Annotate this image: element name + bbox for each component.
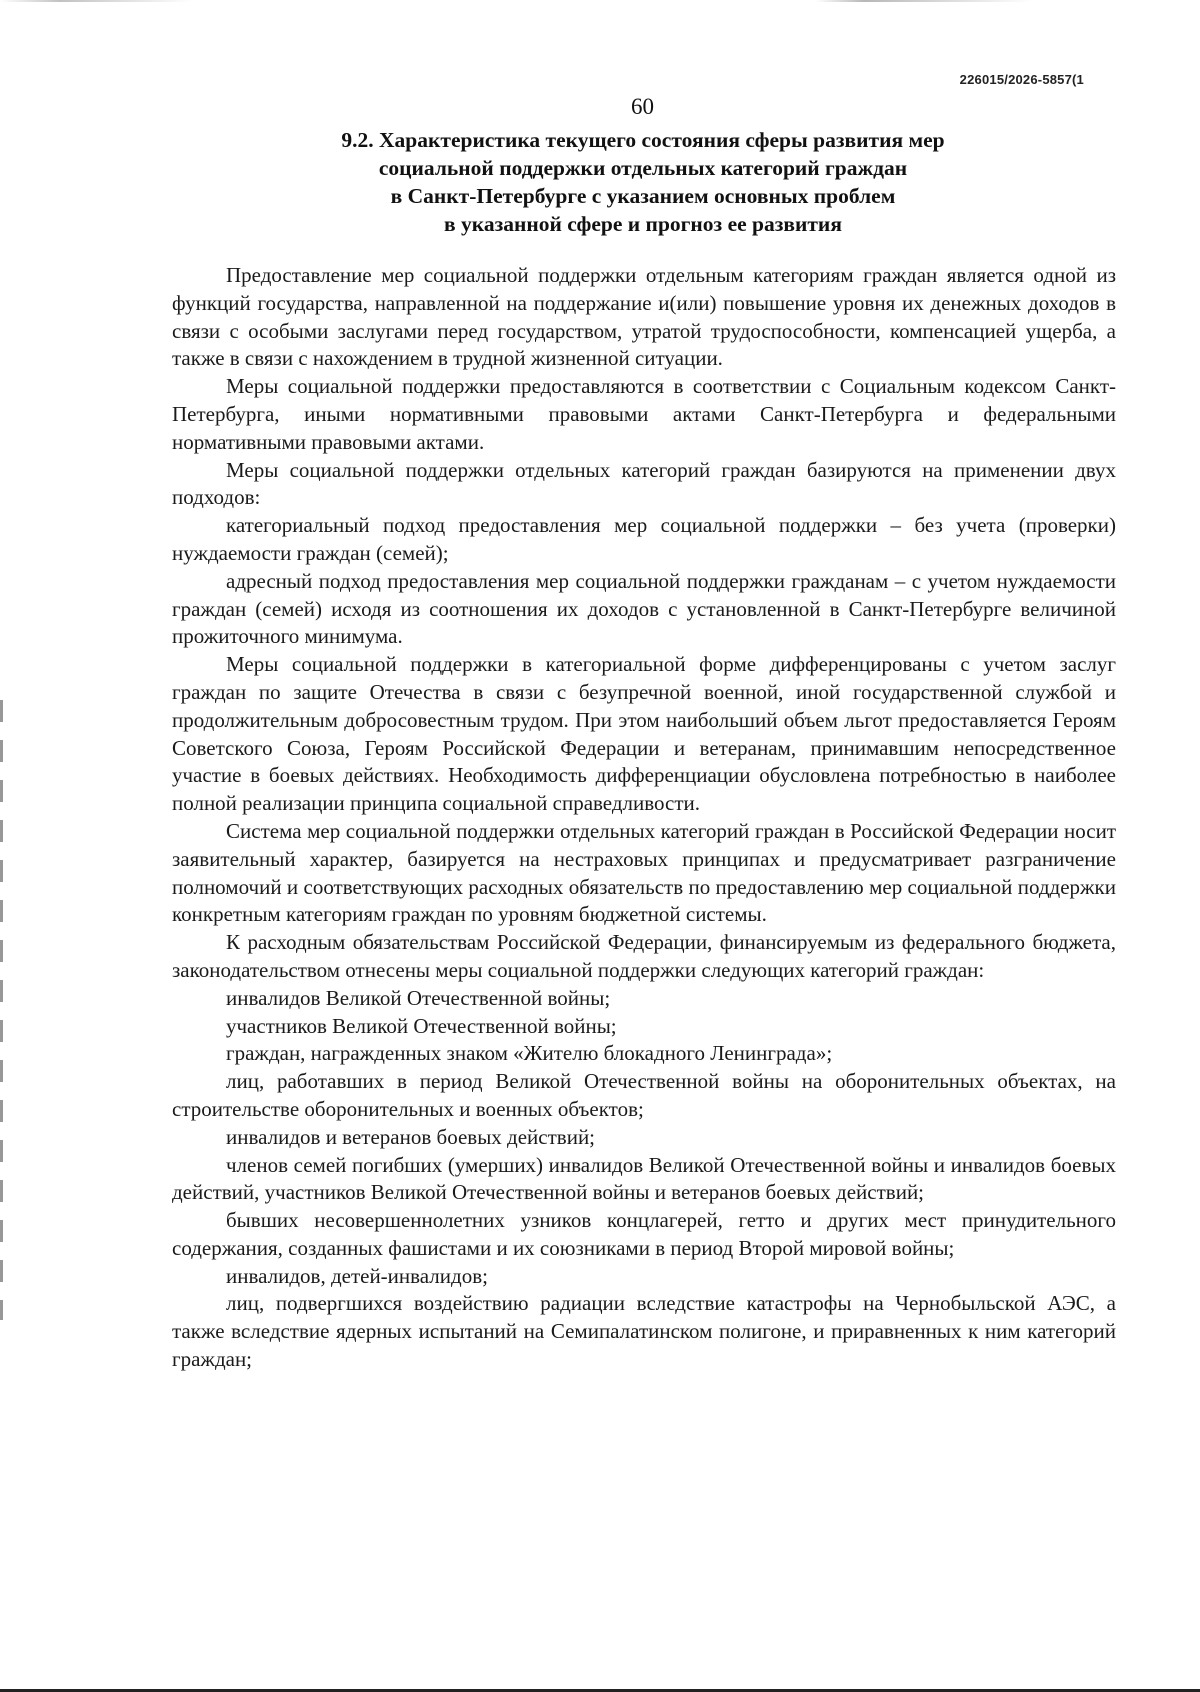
list-item: бывших несовершеннолетних узников концлагерей, гетто и других мест принудительного содержания, созданных фашистами и их союзниками в период Второй мировой войны;	[172, 1208, 1116, 1260]
list-item: членов семей погибших (умерших) инвалидов Великой Отечественной войны и инвалидов боевых действий, участников Великой Отечественной войны и ветеранов боевых действий;	[172, 1152, 1116, 1205]
list-item: адресный подход предоставления мер социальной поддержки гражданам – с учетом нуждаемости граждан (семей) исходя из соотношения их доходов с установленной в Санкт-Петербурге величиной прожиточного минимума.	[172, 568, 1116, 649]
paragraph: Система мер социальной поддержки отдельных категорий граждан в Российской Федерации носит заявительный характер, базируется на нестраховых принципах и предусматривает разграничение полномочий и соответствующих расходных обязательств по предоставлению мер социальной поддержки конкретным категориям граждан по уровням бюджетной системы.	[172, 818, 1116, 927]
list-item: лиц, подвергшихся воздействию радиации вследствие катастрофы на Чернобыльской АЭС, а также вследствие ядерных испытаний на Семипалатинском полигоне, и приравненных к ним категорий граждан;	[172, 1291, 1116, 1372]
scan-edge-marks	[0, 700, 3, 1320]
heading-line: в Санкт-Петербурге с указанием основных проблем	[390, 184, 896, 208]
list-item: инвалидов и ветеранов боевых действий;	[226, 1124, 596, 1149]
section-heading	[172, 126, 1114, 238]
list-item: участников Великой Отечественной войны;	[226, 1013, 617, 1038]
list-item: лиц, работавших в период Великой Отечественной войны на оборонительных объектах, на строительстве оборонительных и военных объектов;	[172, 1069, 1116, 1121]
heading-line: в указанной сфере и прогноз ее развития	[444, 212, 842, 236]
list-item: инвалидов, детей-инвалидов;	[226, 1263, 488, 1288]
document-id: 226015/2026-5857(1	[959, 72, 1084, 87]
scan-top-edge	[0, 0, 1200, 2]
heading-line: социальной поддержки отдельных категорий граждан	[378, 156, 908, 180]
heading-line: 9.2. Характеристика текущего состояния сферы развития мер	[341, 128, 945, 152]
list-item: категориальный подход предоставления мер социальной поддержки – без учета (проверки) нуждаемости граждан (семей);	[172, 513, 1116, 565]
page-number: 60	[631, 94, 654, 119]
paragraph: Меры социальной поддержки отдельных категорий граждан базируются на применении двух подходов:	[172, 457, 1116, 510]
list-item: граждан, награжденных знаком «Жителю блокадного Ленинграда»;	[226, 1041, 833, 1066]
paragraph: Предоставление мер социальной поддержки отдельным категориям граждан является одной из функций государства, направленной на поддержание и(или) повышение уровня их денежных доходов в связи с особыми заслугами перед государством, утратой трудоспособности, компенсацией ущерба, а также в связи с нахождением в трудной жизненной ситуации.	[172, 263, 1116, 371]
paragraph: Меры социальной поддержки в категориальной форме дифференцированы с учетом заслуг граждан по защите Отечества в связи с безупречной военной, иной государственной службой и продолжительным добросовестным трудом. При этом наибольший объем льгот предоставляется Героям Советского Союза, Героям Российской Федерации и ветеранам, принимавшим непосредственное участие в боевых действиях. Необходимость дифференциации обусловлена потребностью в наиболее полной реализации принципа социальной справедливости.	[172, 652, 1116, 816]
paragraph: Меры социальной поддержки предоставляются в соответствии с Социальным кодексом Санкт-Петербурга, иными нормативными правовыми актами Санкт-Петербурга и федеральными нормативными правовыми актами.	[172, 374, 1116, 454]
paragraph: К расходным обязательствам Российской Федерации, финансируемым из федерального бюджета, законодательством отнесены меры социальной поддержки следующих категорий граждан:	[172, 930, 1116, 982]
body-text	[172, 262, 1116, 1374]
list-item: инвалидов Великой Отечественной войны;	[226, 985, 611, 1010]
